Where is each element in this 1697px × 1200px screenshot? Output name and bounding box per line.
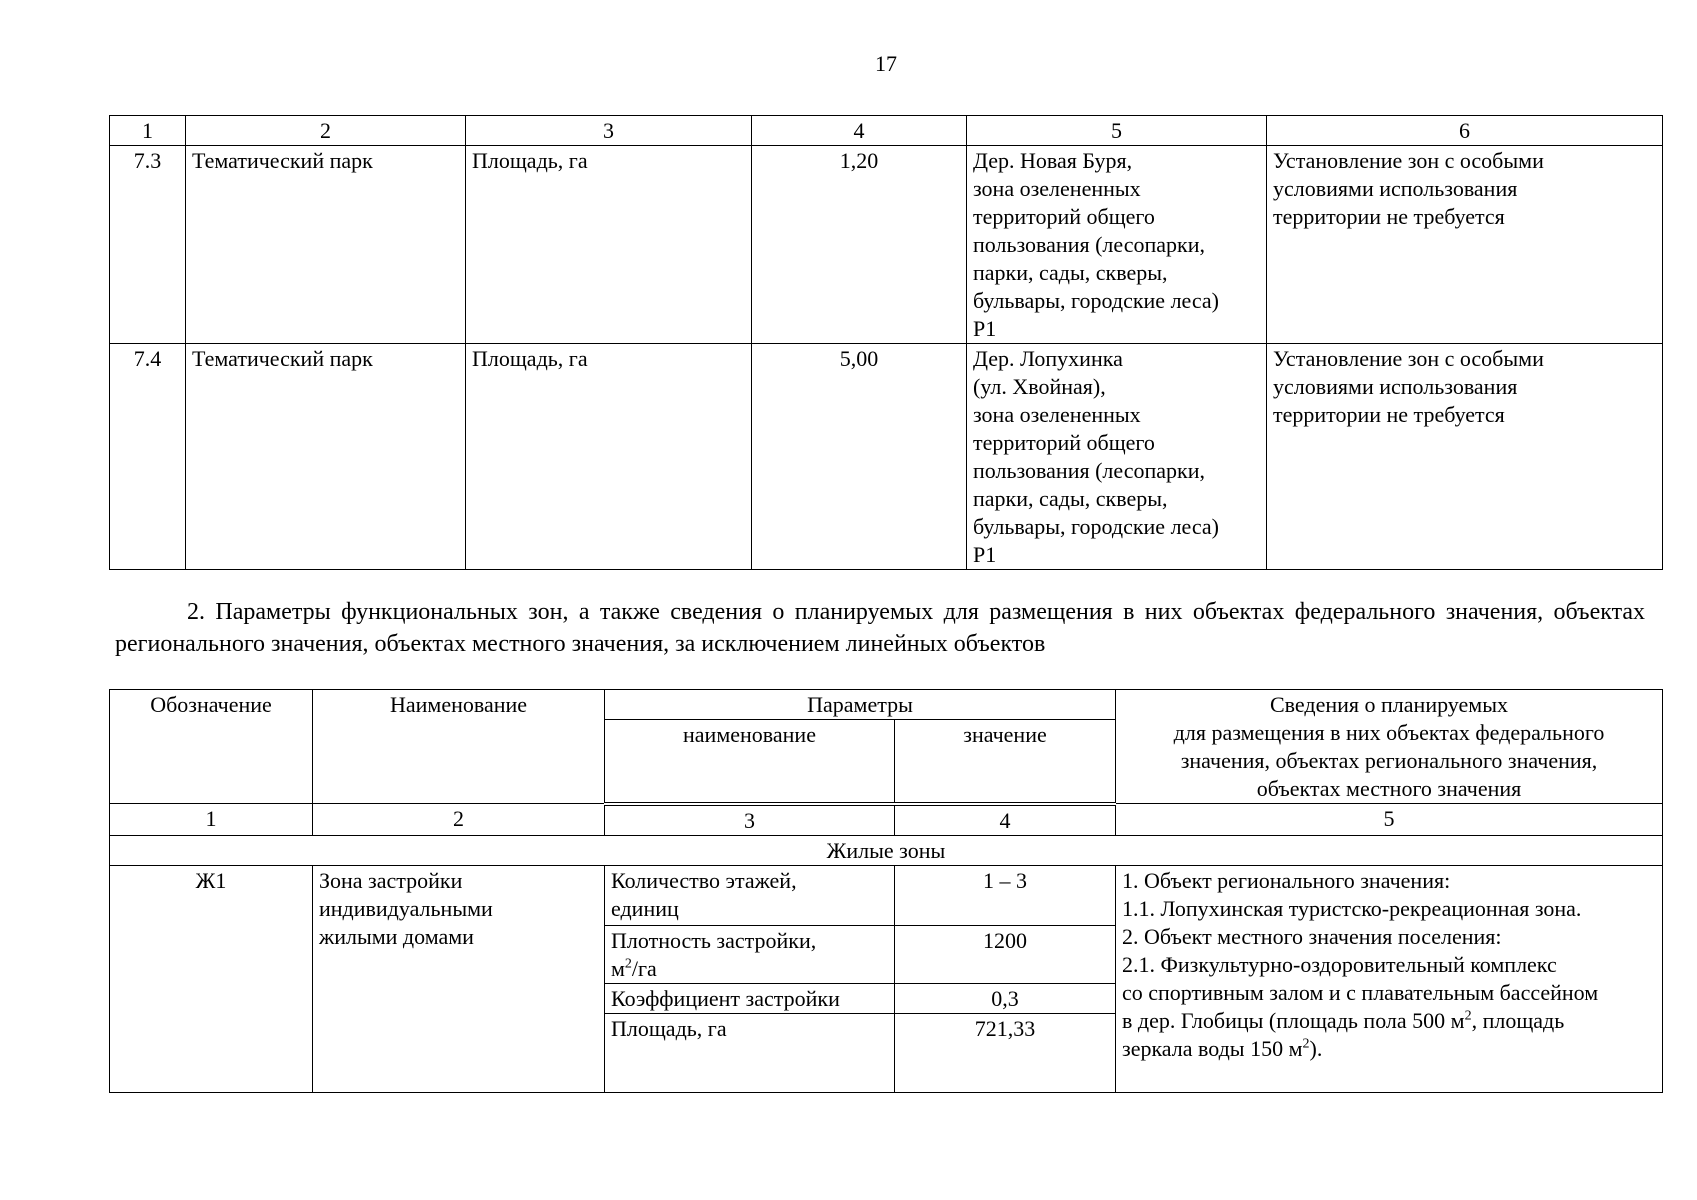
zone-name: Зона застройки индивидуальными жилыми домами <box>313 865 605 1092</box>
parameter-name: Количество этажей, единиц <box>605 865 895 925</box>
column-number: 6 <box>1267 116 1663 146</box>
parameter-name <box>605 925 895 983</box>
planned-objects-info <box>1116 865 1663 1092</box>
param-text: /га <box>631 955 657 981</box>
section-row <box>110 835 1663 865</box>
header-param-name: наименование <box>605 720 895 804</box>
info-text: 1. Объект регионального значения: 1.1. Лопухинская туристско-рекреационная зона. 2. Объект местного значения поселения: 2.1. Физкультурно-оздоровительный комплекс со спортивным залом и с плавательным бассейном в дер. Глобицы (площадь пола 500 м <box>1122 867 1599 1033</box>
column-number: 4 <box>895 804 1116 836</box>
section-paragraph: 2. Параметры функциональных зон, а также сведения о планируемых для размещения в них объектах федерального значения, объектах регионального значения, объектах местного значения, за исключением линейных объектов <box>115 599 1645 657</box>
header-row <box>110 690 1663 720</box>
column-number: 2 <box>186 116 466 146</box>
column-number: 1 <box>110 804 313 836</box>
parameter-value: 721,33 <box>895 1013 1116 1092</box>
object-location: Дер. Новая Буря, зона озелененных территорий общего пользования (лесопарки, парки, сады, скверы, бульвары, городские леса) Р1 <box>967 146 1267 344</box>
row-number: 7.3 <box>110 146 186 344</box>
parameter-name: Площадь, га <box>605 1013 895 1092</box>
superscript: 2 <box>1464 1008 1472 1024</box>
param-text: Плотность застройки, м <box>611 927 817 981</box>
zone-code: Ж1 <box>110 865 313 1092</box>
header-param-value: значение <box>895 720 1116 804</box>
superscript: 2 <box>1302 1036 1310 1052</box>
column-number: 5 <box>967 116 1267 146</box>
parameter-value: 1,20 <box>752 146 967 344</box>
parameter-value: 5,00 <box>752 344 967 570</box>
parameter-name: Площадь, га <box>466 344 752 570</box>
object-name: Тематический парк <box>186 344 466 570</box>
page-number: 17 <box>875 51 897 76</box>
column-number: 4 <box>752 116 967 146</box>
parameter-name: Коэффициент застройки <box>605 983 895 1013</box>
table-row <box>110 344 1663 570</box>
column-number: 3 <box>605 804 895 836</box>
zones-info: Установление зон с особыми условиями использования территории не требуется <box>1267 146 1663 344</box>
column-numbers-row <box>110 804 1663 836</box>
header-planned-objects: Сведения о планируемых для размещения в них объектах федерального значения, объектах регионального значения, объектах местного значения <box>1116 690 1663 804</box>
column-number: 5 <box>1116 804 1663 836</box>
parameter-value: 1200 <box>895 925 1116 983</box>
parameter-value: 0,3 <box>895 983 1116 1013</box>
section-title: Жилые зоны <box>110 835 1663 865</box>
object-location: Дер. Лопухинка (ул. Хвойная), зона озелененных территорий общего пользования (лесопарки, парки, сады, скверы, бульвары, городские леса) Р1 <box>967 344 1267 570</box>
table-row <box>110 146 1663 344</box>
row-number: 7.4 <box>110 344 186 570</box>
zones-info: Установление зон с особыми условиями использования территории не требуется <box>1267 344 1663 570</box>
header-parameters: Параметры <box>605 690 1116 720</box>
column-numbers-row <box>110 116 1663 146</box>
info-text: , площадь зеркала воды 150 м <box>1122 1007 1565 1061</box>
object-name: Тематический парк <box>186 146 466 344</box>
parameter-value: 1 – 3 <box>895 865 1116 925</box>
parameter-name: Площадь, га <box>466 146 752 344</box>
objects-table <box>109 115 1663 570</box>
column-number: 1 <box>110 116 186 146</box>
info-text: ). <box>1309 1035 1323 1061</box>
header-name: Наименование <box>313 690 605 804</box>
column-number: 2 <box>313 804 605 836</box>
column-number: 3 <box>466 116 752 146</box>
superscript: 2 <box>624 956 632 972</box>
functional-zones-table <box>109 689 1663 1093</box>
table-row <box>110 865 1663 925</box>
header-designation: Обозначение <box>110 690 313 804</box>
